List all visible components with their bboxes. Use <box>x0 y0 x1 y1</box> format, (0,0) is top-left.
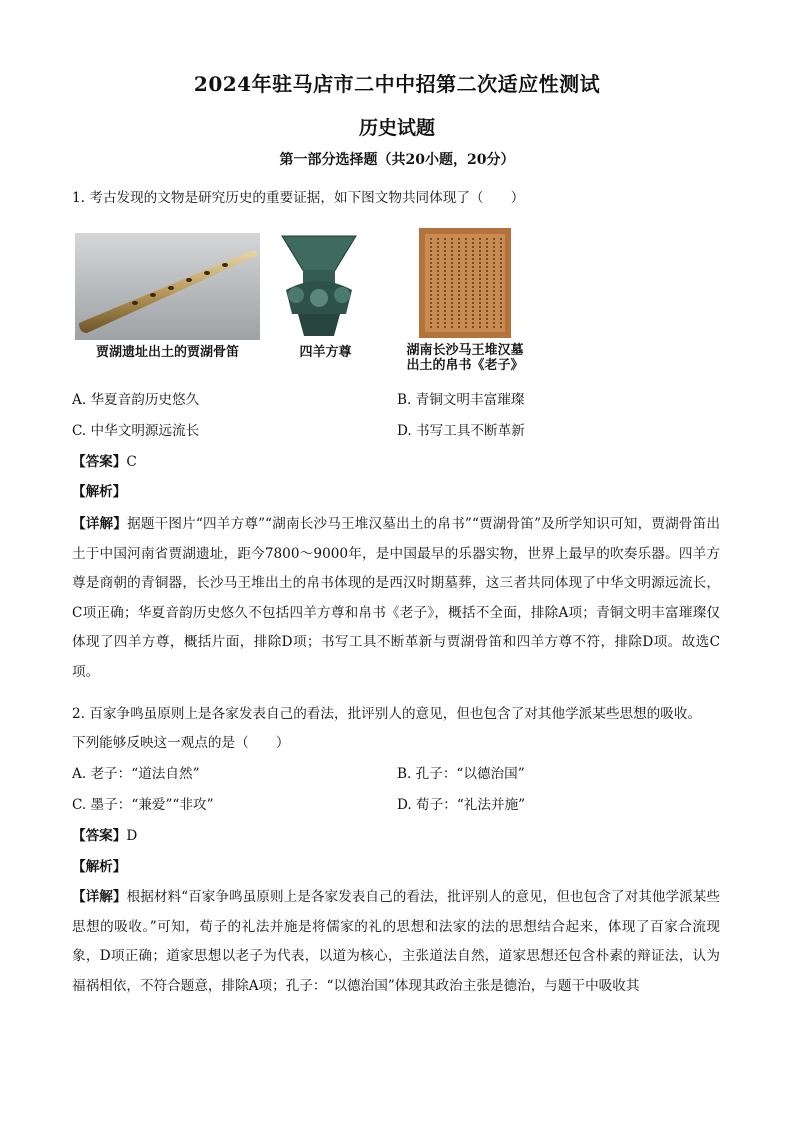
question-2-stem-line1: 2. 百家争鸣虽原则上是各家发表自己的看法，批评别人的意见，但也包含了对其他学派某些思想的吸收。 <box>72 706 702 722</box>
figure-caption-manuscript <box>390 343 540 373</box>
exam-title: 2024年驻马店市二中中招第二次适应性测试 <box>193 72 601 96</box>
caption-line: 湖南长沙马王堆汉墓 <box>406 343 524 358</box>
q1-option-b: B. 青铜文明丰富璀璨 <box>397 392 525 408</box>
answer-value: D <box>126 828 138 844</box>
answer-tag: 【答案】 <box>72 828 127 844</box>
silk-manuscript-image <box>419 228 511 338</box>
four-ram-zun-image <box>274 232 364 339</box>
q2-option-c: C. 墨子：“兼爱”“非攻” <box>72 797 214 813</box>
question-1-stem: 1. 考古发现的文物是研究历史的重要证据，如下图文物共同体现了（ ） <box>72 190 525 206</box>
subject-title: 历史试题 <box>358 117 435 139</box>
figure-caption-zun: 四羊方尊 <box>299 345 352 360</box>
q1-detail <box>72 510 720 687</box>
q1-answer <box>72 452 137 472</box>
detail-tag: 【详解】 <box>72 889 127 905</box>
q1-analysis-tag: 【解析】 <box>72 484 127 500</box>
q1-option-d: D. 书写工具不断革新 <box>397 423 525 439</box>
answer-value: C <box>126 454 137 470</box>
q2-answer <box>72 826 137 846</box>
q1-option-c: C. 中华文明源远流长 <box>72 423 200 439</box>
q2-option-b: B. 孔子：“以德治国” <box>397 766 525 782</box>
bone-flute-image <box>75 233 260 340</box>
caption-line: 出土的帛书《老子》 <box>406 358 524 373</box>
figure-caption-flute: 贾湖遗址出土的贾湖骨笛 <box>95 345 239 360</box>
answer-tag: 【答案】 <box>72 454 127 470</box>
section-heading: 第一部分选择题（共20小题，20分） <box>279 152 515 168</box>
detail-text: 根据材料“百家争鸣虽原则上是各家发表自己的看法，批评别人的意见，但也包含了对其他学派某些思想的吸收。”可知，荀子的礼法并施是将儒家的礼的思想和法家的法的思想结合起来，体现了百家合流现象，D项正确；道家思想以老子为代表，以道为核心，主张道法自然，道家思想还包含朴素的辩证法，认为福祸相依，不符合题意，排除A项；孔子：“以德治国”体现其政治主张是德治，与题干中吸收其 <box>72 889 720 994</box>
detail-tag: 【详解】 <box>72 516 128 532</box>
q2-option-d: D. 荀子：“礼法并施” <box>397 797 526 813</box>
q2-analysis-tag: 【解析】 <box>72 859 127 875</box>
q1-option-a: A. 华夏音韵历史悠久 <box>72 392 200 408</box>
q2-detail <box>72 883 720 1001</box>
detail-text: 据题干图片“四羊方尊”“湖南长沙马王堆汉墓出土的帛书”“贾湖骨笛”及所学知识可知，贾湖骨笛出土于中国河南省贾湖遗址，距今7800～9000年，是中国最早的乐器实物，世界上最早的吹奏乐器。四羊方尊是商朝的青铜器，长沙马王堆出土的帛书体现的是西汉时期墓葬，这三者共同体现了中华文明源远流长，C项正确；华夏音韵历史悠久不包括四羊方尊和帛书《老子》，概括不全面，排除A项；青铜文明丰富璀璨仅体现了四羊方尊，概括片面，排除D项；书写工具不断革新与贾湖骨笛和四羊方尊不符，排除D项。故选C项。 <box>72 516 720 680</box>
q2-option-a: A. 老子：“道法自然” <box>72 766 200 782</box>
question-2-stem-line2: 下列能够反映这一观点的是（ ） <box>72 735 290 751</box>
